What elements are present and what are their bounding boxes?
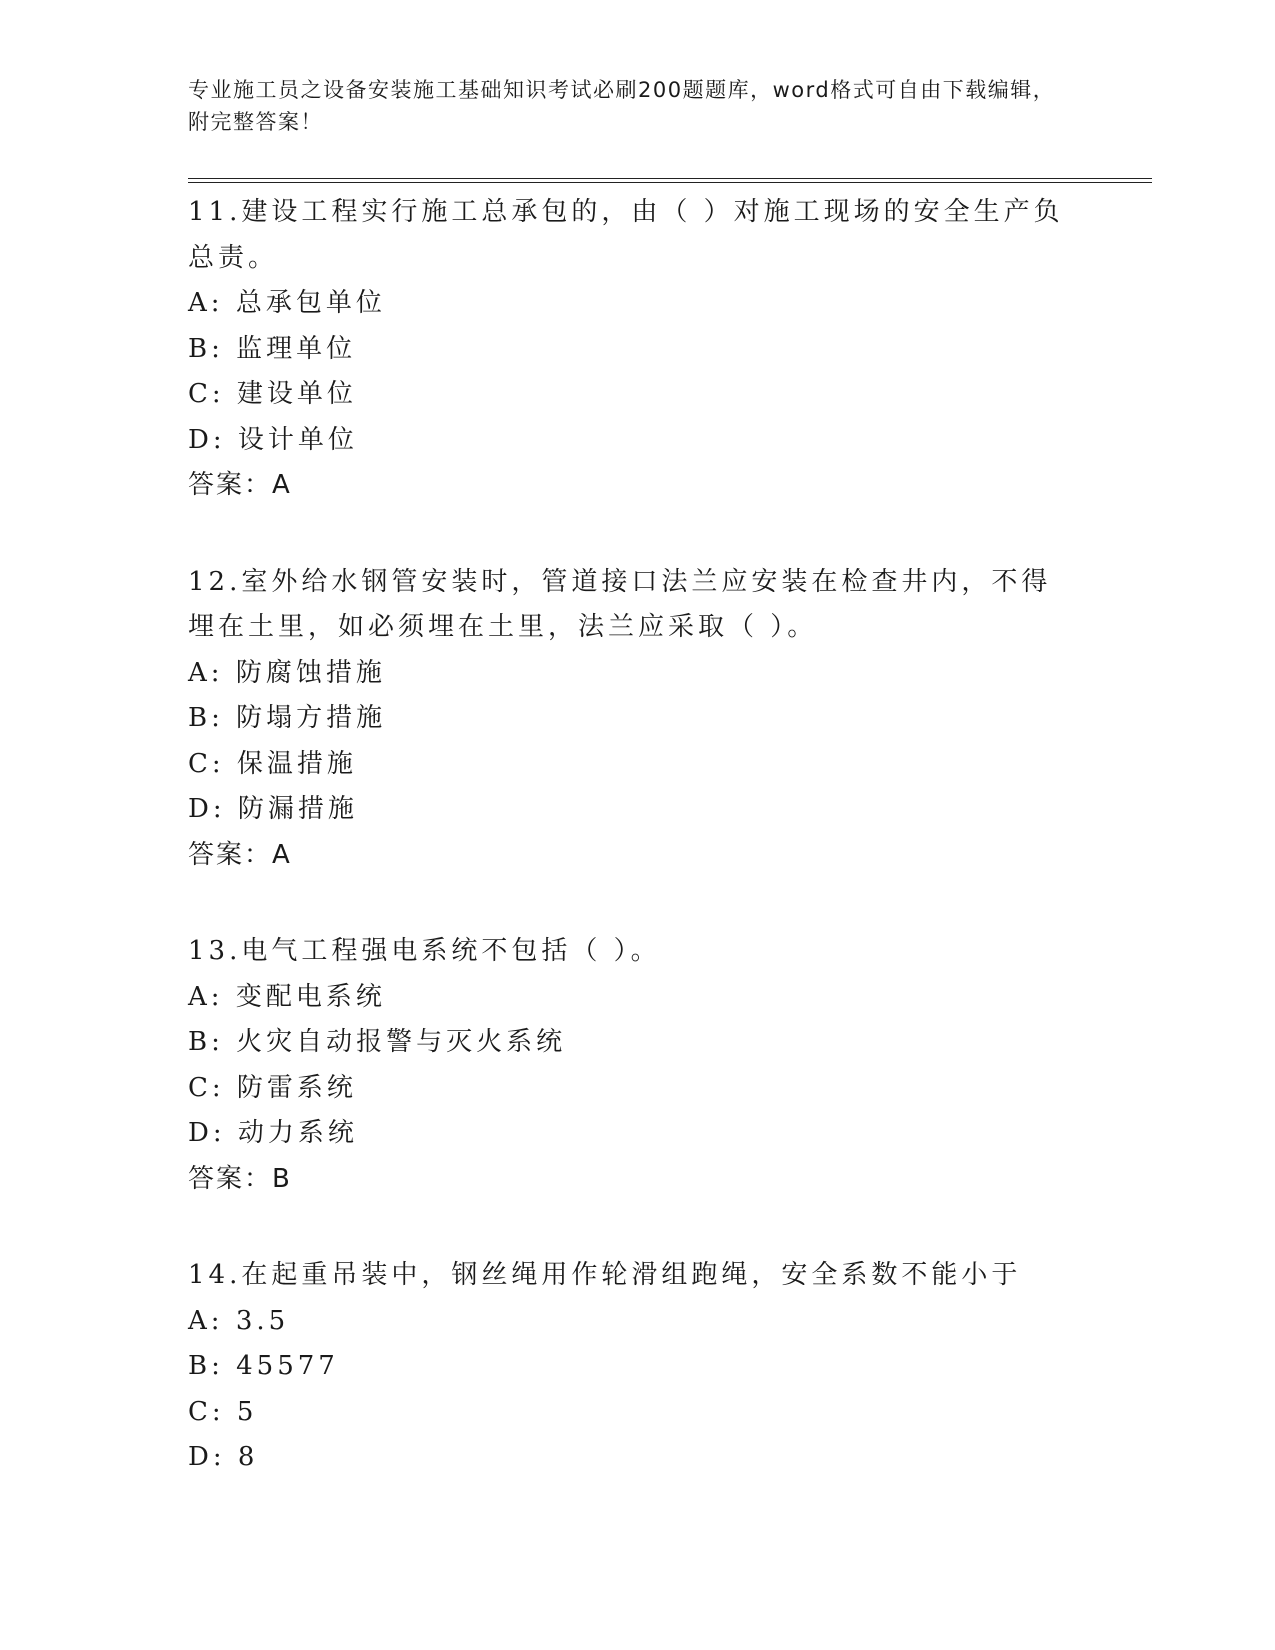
- option-label: B:: [188, 703, 224, 733]
- option-b: [188, 1020, 1078, 1066]
- question-number: 12.: [188, 566, 242, 597]
- option-label: B:: [188, 333, 224, 364]
- option-c: [188, 742, 1078, 788]
- option-text: 防塌方措施: [236, 703, 387, 733]
- question-14: [188, 1253, 1078, 1481]
- question-stem: [188, 929, 1078, 975]
- option-b: [188, 327, 1078, 373]
- option-c: [188, 1390, 1078, 1436]
- option-text: 建设单位: [236, 379, 357, 409]
- answer-line: 答案：A: [188, 839, 292, 870]
- option-label: A:: [188, 981, 224, 1012]
- option-b: [188, 696, 1078, 742]
- option-text: 3.5: [235, 1305, 290, 1336]
- answer-line: 答案：A: [188, 470, 292, 500]
- question-stem: [188, 190, 1078, 281]
- option-text: 45577: [236, 1351, 339, 1381]
- option-label: C:: [188, 748, 225, 779]
- question-13: [188, 929, 1078, 1202]
- question-list: [188, 190, 1078, 1532]
- option-label: D:: [188, 1118, 226, 1148]
- header-divider-secondary: [188, 182, 1152, 183]
- option-c: [188, 372, 1078, 418]
- question-number: 14.: [188, 1260, 242, 1290]
- option-label: C:: [188, 1396, 225, 1427]
- option-label: A:: [188, 288, 224, 318]
- option-text: 监理单位: [236, 333, 357, 364]
- question-text: 室外给水钢管安装时，管道接口法兰应安装在检查井内，不得埋在土里，如必须埋在土里，法兰应采取（ ）。: [188, 566, 1052, 642]
- question-11: [188, 190, 1078, 509]
- header-divider: [188, 178, 1152, 179]
- document-header: 专业施工员之设备安装施工基础知识考试必刷200题题库，word格式可自由下载编辑，附完整答案！: [188, 78, 1056, 134]
- option-a: [188, 1299, 1078, 1345]
- question-text: 电气工程强电系统不包括（ ）。: [241, 936, 661, 966]
- option-label: D:: [188, 794, 226, 824]
- option-d: [188, 418, 1078, 464]
- option-text: 防雷系统: [236, 1072, 357, 1103]
- option-d: [188, 787, 1078, 833]
- option-text: 保温措施: [236, 748, 357, 779]
- option-text: 总承包单位: [235, 288, 386, 318]
- question-text: 在起重吊装中，钢丝绳用作轮滑组跑绳，安全系数不能小于: [241, 1260, 1022, 1290]
- option-label: D:: [188, 1442, 226, 1472]
- answer-line: 答案：B: [188, 1163, 292, 1194]
- question-number: 11.: [188, 197, 242, 227]
- option-text: 动力系统: [237, 1118, 358, 1148]
- option-label: D:: [188, 424, 226, 455]
- option-a: [188, 975, 1078, 1021]
- option-label: B:: [188, 1027, 224, 1057]
- option-label: C:: [188, 379, 225, 409]
- option-text: 防腐蚀措施: [235, 657, 386, 688]
- option-text: 变配电系统: [235, 981, 386, 1012]
- option-text: 火灾自动报警与灭火系统: [236, 1027, 567, 1057]
- option-text: 8: [237, 1442, 259, 1472]
- option-b: [188, 1344, 1078, 1390]
- option-d: [188, 1435, 1078, 1481]
- option-label: C:: [188, 1072, 225, 1103]
- option-text: 5: [236, 1396, 258, 1427]
- option-c: [188, 1066, 1078, 1112]
- option-label: A:: [188, 1305, 224, 1336]
- option-d: [188, 1111, 1078, 1157]
- question-stem: [188, 1253, 1078, 1299]
- question-stem: [188, 560, 1078, 651]
- option-label: A:: [188, 657, 224, 688]
- option-a: [188, 281, 1078, 327]
- option-text: 设计单位: [237, 424, 358, 455]
- option-text: 防漏措施: [237, 794, 358, 824]
- question-text: 建设工程实行施工总承包的，由（ ）对施工现场的安全生产负总责。: [188, 197, 1064, 273]
- question-number: 13.: [188, 936, 242, 966]
- question-12: [188, 560, 1078, 879]
- option-label: B:: [188, 1351, 224, 1381]
- option-a: [188, 651, 1078, 697]
